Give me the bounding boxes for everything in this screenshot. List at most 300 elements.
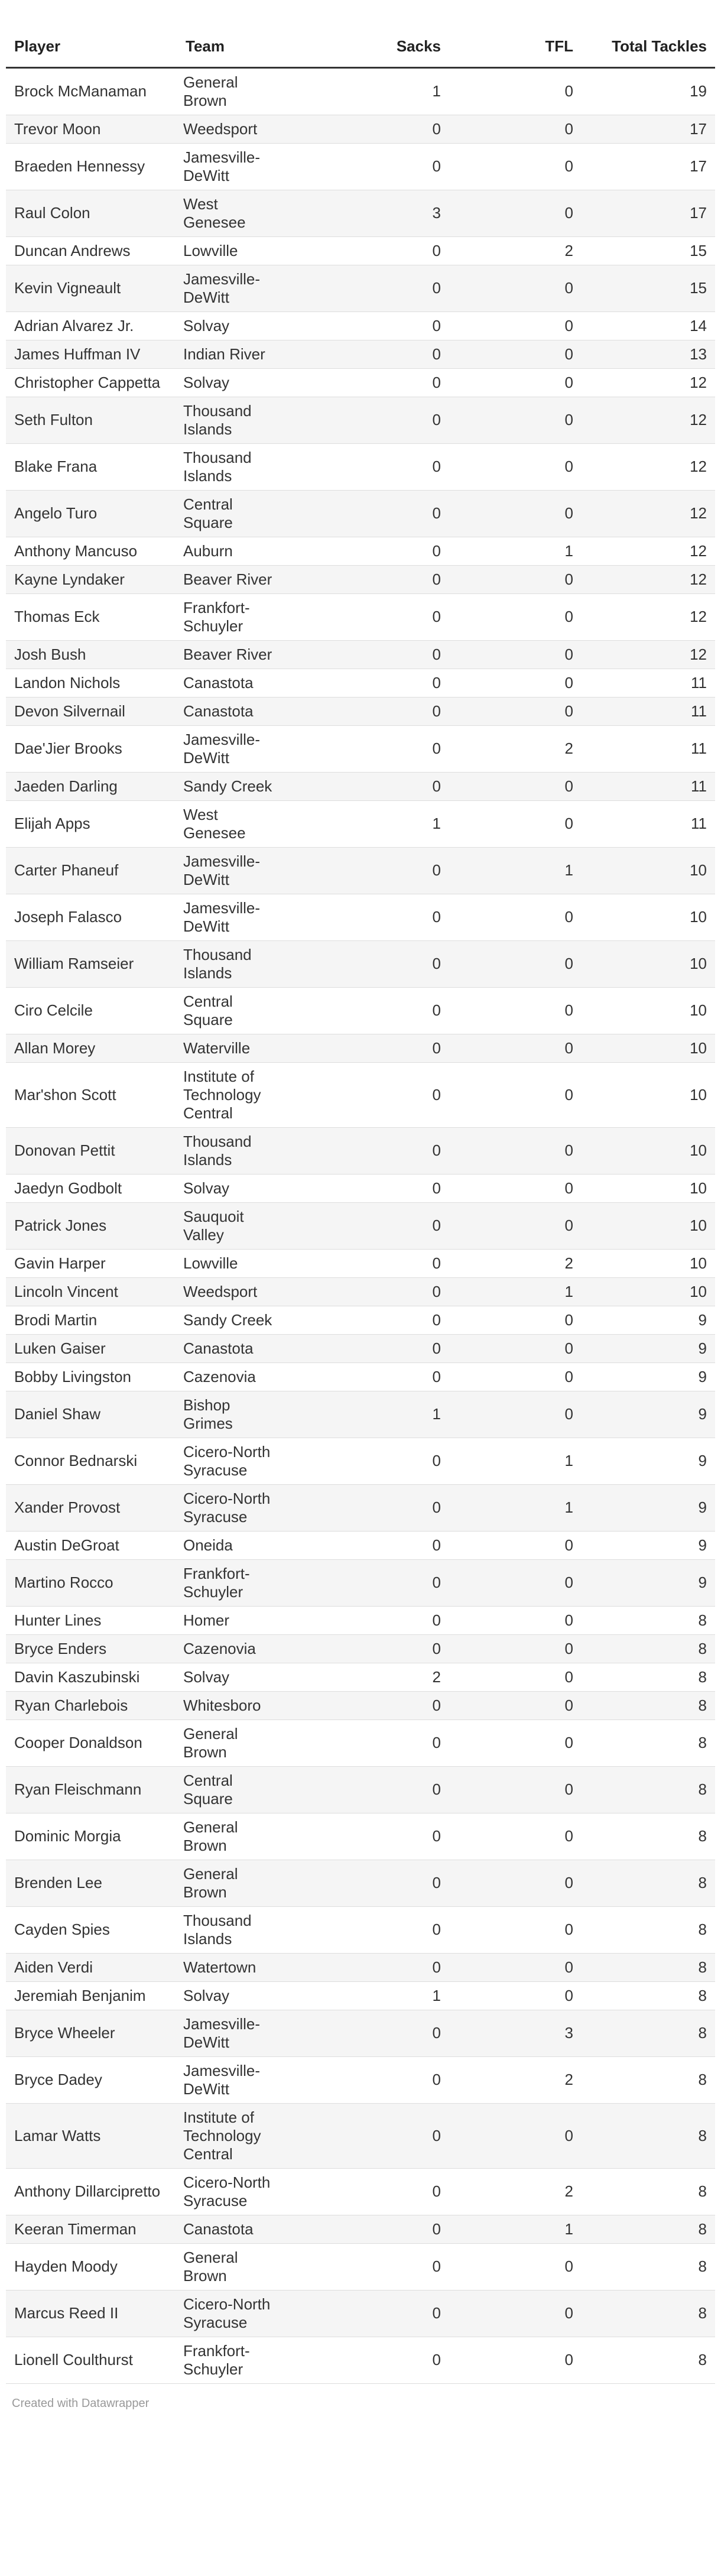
cell-sacks: 0 xyxy=(290,894,449,940)
cell-sacks: 0 xyxy=(290,2290,449,2337)
table-row xyxy=(6,143,715,190)
cell-player: Devon Silvernail xyxy=(6,697,177,725)
cell-sacks: 0 xyxy=(290,443,449,490)
cell-player: Ryan Fleischmann xyxy=(6,1766,177,1813)
cell-tfl: 0 xyxy=(449,669,582,697)
cell-team: Central Square xyxy=(177,490,290,537)
cell-tfl: 1 xyxy=(449,2215,582,2243)
cell-sacks: 0 xyxy=(290,1606,449,1634)
table-row xyxy=(6,2010,715,2056)
cell-tfl: 0 xyxy=(449,1202,582,1249)
header-total-tackles[interactable]: Total Tackles xyxy=(582,0,715,67)
table-row xyxy=(6,265,715,312)
cell-team: Cicero-North Syracuse xyxy=(177,1484,290,1531)
cell-tfl: 0 xyxy=(449,1127,582,1174)
cell-sacks: 1 xyxy=(290,1391,449,1438)
cell-team: General Brown xyxy=(177,67,290,115)
table-row xyxy=(6,1062,715,1127)
table-row xyxy=(6,1277,715,1306)
cell-tfl: 0 xyxy=(449,1391,582,1438)
table-row xyxy=(6,772,715,800)
table-row xyxy=(6,1691,715,1720)
cell-player: Bryce Enders xyxy=(6,1634,177,1663)
table-row xyxy=(6,2168,715,2215)
cell-total-tackles: 12 xyxy=(582,537,715,565)
cell-total-tackles: 17 xyxy=(582,115,715,143)
cell-team: Cicero-North Syracuse xyxy=(177,1438,290,1484)
cell-total-tackles: 10 xyxy=(582,1174,715,1202)
cell-team: Central Square xyxy=(177,987,290,1034)
table-row xyxy=(6,2337,715,2383)
table-row xyxy=(6,368,715,397)
cell-sacks: 1 xyxy=(290,1981,449,2010)
cell-tfl: 0 xyxy=(449,443,582,490)
cell-tfl: 0 xyxy=(449,1362,582,1391)
cell-sacks: 0 xyxy=(290,537,449,565)
table-row xyxy=(6,397,715,443)
table-row xyxy=(6,340,715,368)
cell-team: Indian River xyxy=(177,340,290,368)
table-row xyxy=(6,1362,715,1391)
cell-team: General Brown xyxy=(177,1720,290,1766)
cell-sacks: 0 xyxy=(290,847,449,894)
cell-total-tackles: 9 xyxy=(582,1391,715,1438)
cell-player: Lincoln Vincent xyxy=(6,1277,177,1306)
table-row xyxy=(6,2056,715,2103)
cell-team: Jamesville-DeWitt xyxy=(177,265,290,312)
cell-team: General Brown xyxy=(177,2243,290,2290)
cell-tfl: 0 xyxy=(449,1531,582,1559)
cell-total-tackles: 8 xyxy=(582,2168,715,2215)
cell-total-tackles: 10 xyxy=(582,1034,715,1062)
datawrapper-credit[interactable]: Created with Datawrapper xyxy=(12,2396,150,2410)
cell-total-tackles: 10 xyxy=(582,1202,715,1249)
table-row xyxy=(6,1438,715,1484)
cell-team: Thousand Islands xyxy=(177,443,290,490)
cell-sacks: 0 xyxy=(290,1484,449,1531)
cell-player: Bryce Dadey xyxy=(6,2056,177,2103)
cell-tfl: 0 xyxy=(449,772,582,800)
cell-player: Brenden Lee xyxy=(6,1860,177,1906)
cell-player: Ryan Charlebois xyxy=(6,1691,177,1720)
table-row xyxy=(6,2215,715,2243)
cell-sacks: 0 xyxy=(290,1306,449,1334)
table-row xyxy=(6,1034,715,1062)
table-row xyxy=(6,1906,715,1953)
table-row xyxy=(6,640,715,669)
cell-tfl: 0 xyxy=(449,340,582,368)
table-row xyxy=(6,1531,715,1559)
cell-sacks: 0 xyxy=(290,2243,449,2290)
cell-team: Thousand Islands xyxy=(177,940,290,987)
table-body xyxy=(6,67,715,2383)
cell-team: Canastota xyxy=(177,2215,290,2243)
cell-team: Jamesville-DeWitt xyxy=(177,2010,290,2056)
cell-player: Gavin Harper xyxy=(6,1249,177,1277)
cell-team: West Genesee xyxy=(177,190,290,236)
cell-sacks: 0 xyxy=(290,1634,449,1663)
cell-sacks: 1 xyxy=(290,67,449,115)
cell-player: Marcus Reed II xyxy=(6,2290,177,2337)
cell-team: Cazenovia xyxy=(177,1362,290,1391)
cell-player: Hunter Lines xyxy=(6,1606,177,1634)
cell-player: Raul Colon xyxy=(6,190,177,236)
cell-sacks: 0 xyxy=(290,2056,449,2103)
cell-tfl: 1 xyxy=(449,1438,582,1484)
table-row xyxy=(6,537,715,565)
cell-tfl: 0 xyxy=(449,2243,582,2290)
cell-team: Thousand Islands xyxy=(177,397,290,443)
table-row xyxy=(6,2103,715,2168)
tackles-table xyxy=(6,0,715,2384)
cell-player: Jaeden Darling xyxy=(6,772,177,800)
cell-team: Institute of Technology Central xyxy=(177,1062,290,1127)
cell-tfl: 0 xyxy=(449,1034,582,1062)
cell-team: Waterville xyxy=(177,1034,290,1062)
table-row xyxy=(6,236,715,265)
cell-total-tackles: 10 xyxy=(582,894,715,940)
cell-sacks: 0 xyxy=(290,772,449,800)
cell-player: Donovan Pettit xyxy=(6,1127,177,1174)
cell-team: Jamesville-DeWitt xyxy=(177,2056,290,2103)
cell-player: Aiden Verdi xyxy=(6,1953,177,1981)
header-team[interactable]: Team xyxy=(177,0,290,67)
cell-total-tackles: 8 xyxy=(582,1813,715,1860)
cell-total-tackles: 17 xyxy=(582,190,715,236)
cell-player: Cayden Spies xyxy=(6,1906,177,1953)
cell-team: Canastota xyxy=(177,697,290,725)
cell-team: Jamesville-DeWitt xyxy=(177,847,290,894)
table-row xyxy=(6,1174,715,1202)
cell-tfl: 0 xyxy=(449,368,582,397)
cell-tfl: 0 xyxy=(449,2337,582,2383)
cell-team: Lowville xyxy=(177,236,290,265)
cell-sacks: 0 xyxy=(290,115,449,143)
cell-player: Allan Morey xyxy=(6,1034,177,1062)
cell-total-tackles: 9 xyxy=(582,1559,715,1606)
cell-total-tackles: 12 xyxy=(582,368,715,397)
cell-team: General Brown xyxy=(177,1813,290,1860)
cell-team: Lowville xyxy=(177,1249,290,1277)
table-row xyxy=(6,2243,715,2290)
cell-team: Jamesville-DeWitt xyxy=(177,894,290,940)
cell-total-tackles: 10 xyxy=(582,987,715,1034)
table-row xyxy=(6,1249,715,1277)
cell-total-tackles: 11 xyxy=(582,772,715,800)
cell-team: Frankfort-Schuyler xyxy=(177,2337,290,2383)
cell-tfl: 0 xyxy=(449,1174,582,1202)
cell-total-tackles: 8 xyxy=(582,2103,715,2168)
cell-tfl: 0 xyxy=(449,1720,582,1766)
cell-player: Anthony Dillarcipretto xyxy=(6,2168,177,2215)
cell-tfl: 0 xyxy=(449,312,582,340)
cell-sacks: 0 xyxy=(290,1277,449,1306)
cell-sacks: 0 xyxy=(290,1438,449,1484)
cell-sacks: 0 xyxy=(290,1362,449,1391)
cell-sacks: 0 xyxy=(290,1559,449,1606)
cell-player: Mar'shon Scott xyxy=(6,1062,177,1127)
table-row xyxy=(6,697,715,725)
cell-sacks: 0 xyxy=(290,640,449,669)
cell-player: Angelo Turo xyxy=(6,490,177,537)
cell-tfl: 2 xyxy=(449,1249,582,1277)
cell-sacks: 0 xyxy=(290,265,449,312)
cell-total-tackles: 8 xyxy=(582,1663,715,1691)
cell-team: Institute of Technology Central xyxy=(177,2103,290,2168)
cell-total-tackles: 9 xyxy=(582,1362,715,1391)
cell-player: Dominic Morgia xyxy=(6,1813,177,1860)
cell-tfl: 0 xyxy=(449,565,582,593)
cell-total-tackles: 11 xyxy=(582,725,715,772)
header-sacks[interactable]: Sacks xyxy=(290,0,449,67)
cell-total-tackles: 10 xyxy=(582,1127,715,1174)
cell-team: Solvay xyxy=(177,368,290,397)
cell-total-tackles: 10 xyxy=(582,1277,715,1306)
table-row xyxy=(6,940,715,987)
cell-team: Solvay xyxy=(177,1174,290,1202)
cell-sacks: 0 xyxy=(290,490,449,537)
cell-tfl: 0 xyxy=(449,1981,582,2010)
cell-tfl: 0 xyxy=(449,987,582,1034)
cell-team: Cazenovia xyxy=(177,1634,290,1663)
table-row xyxy=(6,1127,715,1174)
table-row xyxy=(6,894,715,940)
cell-team: Solvay xyxy=(177,312,290,340)
cell-sacks: 0 xyxy=(290,1953,449,1981)
cell-tfl: 0 xyxy=(449,143,582,190)
cell-sacks: 0 xyxy=(290,1202,449,1249)
cell-total-tackles: 8 xyxy=(582,1981,715,2010)
cell-sacks: 0 xyxy=(290,2215,449,2243)
cell-player: Lamar Watts xyxy=(6,2103,177,2168)
cell-tfl: 0 xyxy=(449,1860,582,1906)
cell-tfl: 0 xyxy=(449,1663,582,1691)
cell-player: Lionell Coulthurst xyxy=(6,2337,177,2383)
cell-tfl: 0 xyxy=(449,800,582,847)
cell-tfl: 1 xyxy=(449,537,582,565)
cell-team: Auburn xyxy=(177,537,290,565)
cell-total-tackles: 8 xyxy=(582,2010,715,2056)
cell-total-tackles: 12 xyxy=(582,593,715,640)
table-row xyxy=(6,565,715,593)
cell-player: Duncan Andrews xyxy=(6,236,177,265)
cell-tfl: 0 xyxy=(449,1334,582,1362)
cell-total-tackles: 8 xyxy=(582,1766,715,1813)
table-row xyxy=(6,67,715,115)
cell-tfl: 2 xyxy=(449,2168,582,2215)
cell-team: Central Square xyxy=(177,1766,290,1813)
table-row xyxy=(6,1306,715,1334)
cell-sacks: 3 xyxy=(290,190,449,236)
table-row xyxy=(6,490,715,537)
cell-sacks: 0 xyxy=(290,1034,449,1062)
cell-sacks: 0 xyxy=(290,1720,449,1766)
cell-team: Sandy Creek xyxy=(177,1306,290,1334)
table-row xyxy=(6,800,715,847)
cell-total-tackles: 12 xyxy=(582,640,715,669)
cell-total-tackles: 12 xyxy=(582,490,715,537)
cell-tfl: 0 xyxy=(449,1691,582,1720)
cell-tfl: 0 xyxy=(449,490,582,537)
cell-tfl: 0 xyxy=(449,2103,582,2168)
cell-player: Xander Provost xyxy=(6,1484,177,1531)
cell-team: Watertown xyxy=(177,1953,290,1981)
cell-sacks: 0 xyxy=(290,368,449,397)
cell-tfl: 0 xyxy=(449,1634,582,1663)
cell-tfl: 0 xyxy=(449,1306,582,1334)
cell-sacks: 0 xyxy=(290,1127,449,1174)
cell-player: Christopher Cappetta xyxy=(6,368,177,397)
table-row xyxy=(6,1720,715,1766)
cell-sacks: 0 xyxy=(290,2103,449,2168)
cell-player: Daniel Shaw xyxy=(6,1391,177,1438)
cell-sacks: 0 xyxy=(290,697,449,725)
cell-player: Trevor Moon xyxy=(6,115,177,143)
cell-tfl: 2 xyxy=(449,236,582,265)
table-row xyxy=(6,1953,715,1981)
cell-sacks: 0 xyxy=(290,312,449,340)
cell-tfl: 0 xyxy=(449,1559,582,1606)
cell-tfl: 0 xyxy=(449,265,582,312)
cell-player: Cooper Donaldson xyxy=(6,1720,177,1766)
cell-total-tackles: 11 xyxy=(582,669,715,697)
cell-player: Adrian Alvarez Jr. xyxy=(6,312,177,340)
cell-tfl: 0 xyxy=(449,115,582,143)
table-row xyxy=(6,1202,715,1249)
header-tfl[interactable]: TFL xyxy=(449,0,582,67)
table-row xyxy=(6,1606,715,1634)
cell-sacks: 0 xyxy=(290,1062,449,1127)
cell-total-tackles: 12 xyxy=(582,443,715,490)
cell-player: Brock McManaman xyxy=(6,67,177,115)
cell-total-tackles: 10 xyxy=(582,847,715,894)
cell-tfl: 1 xyxy=(449,1277,582,1306)
table-row xyxy=(6,725,715,772)
cell-tfl: 0 xyxy=(449,1953,582,1981)
cell-team: Weedsport xyxy=(177,1277,290,1306)
cell-sacks: 0 xyxy=(290,940,449,987)
cell-total-tackles: 8 xyxy=(582,1906,715,1953)
cell-total-tackles: 8 xyxy=(582,1691,715,1720)
cell-team: Cicero-North Syracuse xyxy=(177,2290,290,2337)
cell-player: Davin Kaszubinski xyxy=(6,1663,177,1691)
cell-total-tackles: 13 xyxy=(582,340,715,368)
cell-total-tackles: 9 xyxy=(582,1484,715,1531)
cell-team: Thousand Islands xyxy=(177,1906,290,1953)
cell-sacks: 0 xyxy=(290,236,449,265)
cell-team: Jamesville-DeWitt xyxy=(177,143,290,190)
cell-team: Frankfort-Schuyler xyxy=(177,593,290,640)
cell-player: Bryce Wheeler xyxy=(6,2010,177,2056)
cell-team: Canastota xyxy=(177,669,290,697)
table-row xyxy=(6,1391,715,1438)
cell-player: Joseph Falasco xyxy=(6,894,177,940)
cell-total-tackles: 17 xyxy=(582,143,715,190)
cell-total-tackles: 9 xyxy=(582,1438,715,1484)
cell-team: Solvay xyxy=(177,1663,290,1691)
table-row xyxy=(6,1484,715,1531)
cell-sacks: 0 xyxy=(290,340,449,368)
cell-total-tackles: 10 xyxy=(582,940,715,987)
cell-sacks: 0 xyxy=(290,1813,449,1860)
cell-team: Cicero-North Syracuse xyxy=(177,2168,290,2215)
table-row xyxy=(6,1334,715,1362)
cell-team: Jamesville-DeWitt xyxy=(177,725,290,772)
cell-tfl: 0 xyxy=(449,1766,582,1813)
cell-tfl: 0 xyxy=(449,1906,582,1953)
cell-tfl: 0 xyxy=(449,940,582,987)
table-header xyxy=(6,0,715,67)
cell-player: James Huffman IV xyxy=(6,340,177,368)
cell-total-tackles: 11 xyxy=(582,800,715,847)
cell-tfl: 0 xyxy=(449,894,582,940)
cell-player: Jaedyn Godbolt xyxy=(6,1174,177,1202)
cell-sacks: 0 xyxy=(290,143,449,190)
cell-player: Blake Frana xyxy=(6,443,177,490)
cell-total-tackles: 12 xyxy=(582,565,715,593)
cell-player: Dae'Jier Brooks xyxy=(6,725,177,772)
cell-team: Weedsport xyxy=(177,115,290,143)
cell-player: Seth Fulton xyxy=(6,397,177,443)
cell-sacks: 0 xyxy=(290,1174,449,1202)
cell-tfl: 0 xyxy=(449,67,582,115)
cell-team: Frankfort-Schuyler xyxy=(177,1559,290,1606)
table-row xyxy=(6,2290,715,2337)
table-row xyxy=(6,1634,715,1663)
cell-team: Whitesboro xyxy=(177,1691,290,1720)
table-row xyxy=(6,443,715,490)
cell-tfl: 1 xyxy=(449,1484,582,1531)
cell-total-tackles: 15 xyxy=(582,265,715,312)
cell-sacks: 1 xyxy=(290,800,449,847)
cell-total-tackles: 8 xyxy=(582,1953,715,1981)
cell-sacks: 0 xyxy=(290,1906,449,1953)
cell-total-tackles: 11 xyxy=(582,697,715,725)
cell-total-tackles: 8 xyxy=(582,2337,715,2383)
cell-team: Solvay xyxy=(177,1981,290,2010)
cell-total-tackles: 14 xyxy=(582,312,715,340)
table-row xyxy=(6,847,715,894)
table-row xyxy=(6,1813,715,1860)
cell-player: Patrick Jones xyxy=(6,1202,177,1249)
cell-sacks: 0 xyxy=(290,2010,449,2056)
table-row xyxy=(6,1860,715,1906)
header-player[interactable]: Player xyxy=(6,0,177,67)
cell-total-tackles: 9 xyxy=(582,1306,715,1334)
cell-sacks: 0 xyxy=(290,1334,449,1362)
cell-sacks: 0 xyxy=(290,1691,449,1720)
cell-total-tackles: 8 xyxy=(582,2243,715,2290)
cell-team: General Brown xyxy=(177,1860,290,1906)
cell-player: Josh Bush xyxy=(6,640,177,669)
cell-total-tackles: 8 xyxy=(582,1606,715,1634)
cell-sacks: 2 xyxy=(290,1663,449,1691)
cell-tfl: 0 xyxy=(449,397,582,443)
cell-player: Carter Phaneuf xyxy=(6,847,177,894)
cell-team: Canastota xyxy=(177,1334,290,1362)
cell-total-tackles: 9 xyxy=(582,1531,715,1559)
cell-player: Martino Rocco xyxy=(6,1559,177,1606)
cell-tfl: 0 xyxy=(449,640,582,669)
cell-sacks: 0 xyxy=(290,1249,449,1277)
cell-player: Ciro Celcile xyxy=(6,987,177,1034)
cell-player: Braeden Hennessy xyxy=(6,143,177,190)
cell-team: Oneida xyxy=(177,1531,290,1559)
cell-tfl: 0 xyxy=(449,1062,582,1127)
table-row xyxy=(6,312,715,340)
cell-sacks: 0 xyxy=(290,725,449,772)
table-row xyxy=(6,1663,715,1691)
